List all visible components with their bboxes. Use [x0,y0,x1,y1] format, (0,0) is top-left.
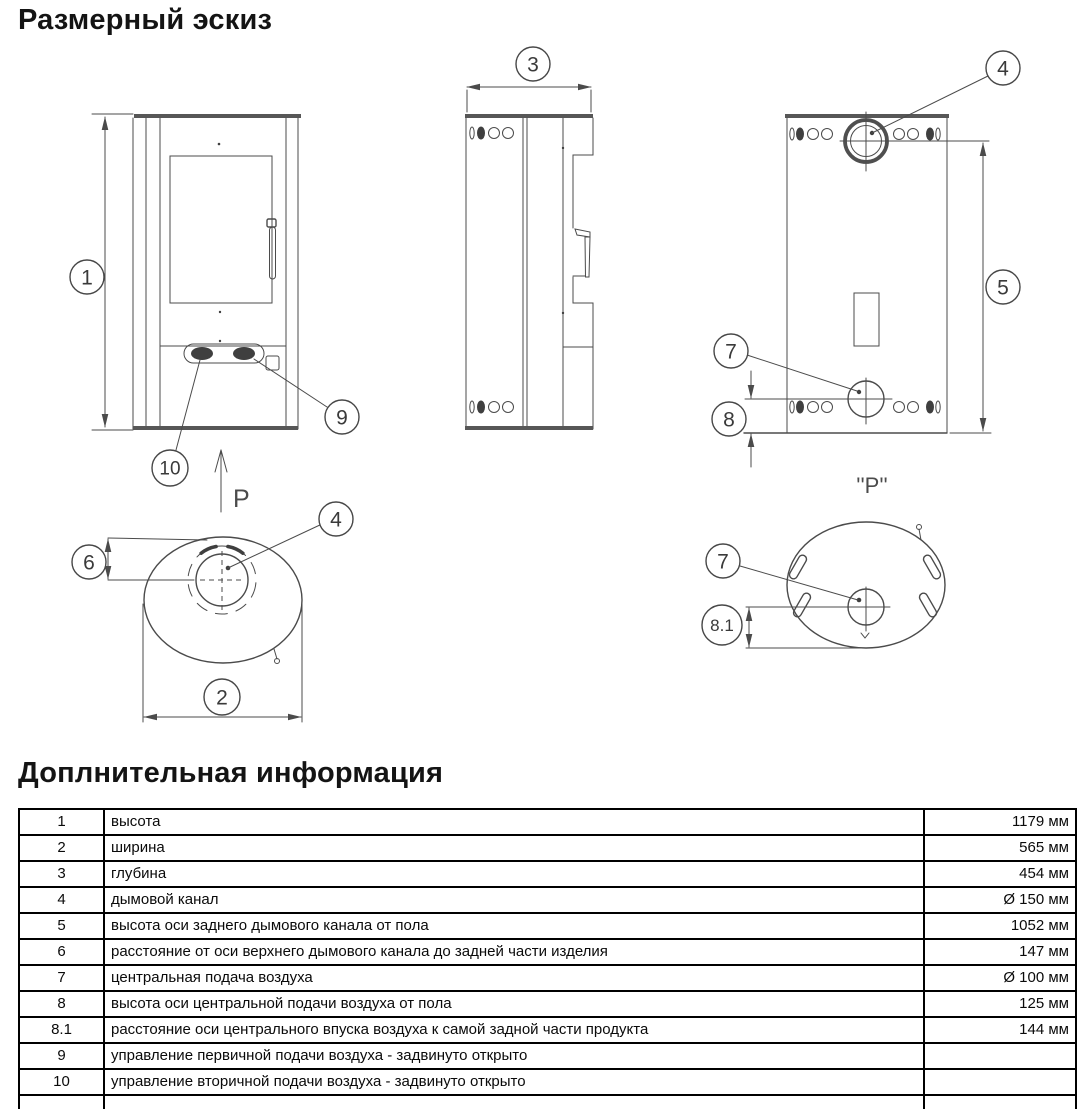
callout-7-bottom [706,544,740,578]
row-num: 5 [19,913,104,939]
row-desc: управление первичной подачи воздуха - задвинуто открыто [104,1043,924,1069]
leader-9 [254,359,327,407]
row-value [924,1043,1076,1069]
push-direction-arrow [215,450,250,513]
row-value: 565 мм [924,835,1076,861]
callout-7 [714,334,748,368]
row-num [19,1095,104,1109]
row-num: 10 [19,1069,104,1095]
callout-1 [70,260,104,294]
section-title-additional-info: Доплнительная информация [18,757,444,789]
row-num: 2 [19,835,104,861]
side-holes-bottom [470,401,514,414]
row-value: 125 мм [924,991,1076,1017]
table-row [19,861,1076,887]
row-value: 1179 мм [924,809,1076,835]
svg-text:10: 10 [159,458,181,480]
central-air-inlet-bottom [844,587,890,638]
side-view [465,47,593,429]
secondary-air-knob [233,347,255,360]
row-desc: центральная подача воздуха [104,965,924,991]
svg-text:8.1: 8.1 [710,616,734,635]
leader-7 [747,355,857,391]
top-pin [274,649,280,664]
front-view [70,114,359,513]
row-value: Ø 150 мм [924,887,1076,913]
side-handle [573,229,590,277]
info-table [18,808,1077,1109]
row-num: 4 [19,887,104,913]
top-plate-oval [144,537,302,663]
table-row [19,991,1076,1017]
table-row [19,809,1076,835]
row-num: 6 [19,939,104,965]
callout-6 [72,545,106,579]
leader-4-top [228,524,322,568]
top-view [72,502,353,722]
callout-10 [152,450,188,486]
row-desc: расстояние от оси верхнего дымового канала до задней части изделия [104,939,924,965]
table-row [19,1043,1076,1069]
back-holes-top [790,128,940,141]
callout-8 [712,402,746,436]
svg-text:1: 1 [81,266,93,290]
callout-4-top [319,502,353,536]
callout-5 [986,270,1020,304]
bottom-view-p [702,522,945,648]
table-row [19,1069,1076,1095]
push-direction-label: P [233,485,250,513]
air-controls [160,344,286,370]
row-value [924,1069,1076,1095]
row-desc: глубина [104,861,924,887]
glass-door [170,156,272,303]
table-row [19,835,1076,861]
table-row [19,939,1076,965]
table-row [19,913,1076,939]
leader-7-bottom [740,566,858,600]
svg-text:7: 7 [725,340,737,364]
svg-text:4: 4 [330,508,342,532]
svg-text:7: 7 [717,550,729,574]
row-num: 3 [19,861,104,887]
svg-text:6: 6 [83,551,95,575]
row-desc: высота оси заднего дымового канала от пола [104,913,924,939]
dimension-5 [893,141,991,433]
row-value: 144 мм [924,1017,1076,1043]
svg-text:5: 5 [997,276,1009,300]
row-desc [104,1095,924,1109]
row-num: 8 [19,991,104,1017]
row-desc: расстояние оси центрального впуска воздуха к самой задной части продукта [104,1017,924,1043]
primary-air-knob [191,347,213,360]
view-p-label: ''P'' [856,473,888,498]
row-value: Ø 100 мм [924,965,1076,991]
svg-text:4: 4 [997,57,1009,81]
row-value: 147 мм [924,939,1076,965]
flue-collar [840,112,893,171]
back-view [712,51,1020,498]
row-value: 1052 мм [924,913,1076,939]
row-desc: высота оси центральной подачи воздуха от пола [104,991,924,1017]
dimension-3 [467,87,591,112]
table-row [19,887,1076,913]
row-num: 9 [19,1043,104,1069]
central-air-inlet [841,378,892,424]
dimension-8 [745,371,848,467]
leader-10 [176,360,200,450]
callout-4 [986,51,1020,85]
rear-profile [573,118,593,429]
svg-text:2: 2 [216,686,228,710]
row-desc: управление вторичной подачи воздуха - задвинуто открыто [104,1069,924,1095]
row-value [924,1095,1076,1109]
row-value: 454 мм [924,861,1076,887]
rear-slot [854,293,879,346]
row-desc: дымовой канал [104,887,924,913]
callout-3 [516,47,550,81]
dimension-6 [108,538,207,580]
row-desc: высота [104,809,924,835]
row-num: 7 [19,965,104,991]
callout-2 [204,679,240,715]
svg-text:9: 9 [336,406,348,430]
svg-text:3: 3 [527,53,539,77]
table-row [19,1017,1076,1043]
table-row [19,965,1076,991]
back-holes-bottom [790,401,940,414]
callout-9 [325,400,359,434]
row-desc: ширина [104,835,924,861]
side-holes-top [470,127,514,140]
table-row-empty [19,1095,1076,1109]
page-title: Размерный эскиз [18,4,273,36]
svg-text:8: 8 [723,408,735,432]
row-num: 1 [19,809,104,835]
row-num: 8.1 [19,1017,104,1043]
leader-4 [872,76,988,133]
callout-8-1 [702,605,742,645]
